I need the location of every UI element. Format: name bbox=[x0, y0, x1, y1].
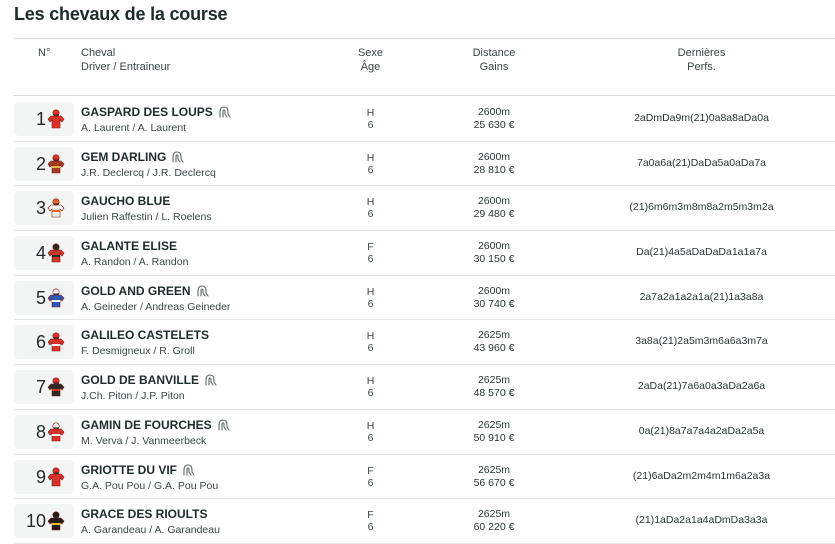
driver-trainer: M. Verva / J. Vanmeerbeck bbox=[81, 434, 207, 447]
runner-distance: 2625m bbox=[477, 329, 511, 342]
table-row[interactable] bbox=[14, 231, 835, 276]
runner-perfs: 7a0a6a(21)DaDa5a0aDa7a bbox=[636, 156, 766, 169]
number-badge bbox=[14, 147, 74, 181]
runner-perfs: (21)1aDa2a1a4aDmDa3a3a bbox=[635, 514, 768, 527]
number-badge bbox=[14, 415, 74, 449]
number-badge bbox=[14, 191, 74, 225]
runner-gains: 29 480 € bbox=[473, 208, 515, 221]
runner-sex: H bbox=[366, 196, 375, 209]
horse-name[interactable]: GASPARD DES LOUPS bbox=[81, 105, 213, 119]
header-perfs-label-1: Dernières bbox=[677, 47, 726, 59]
horseshoe-icon bbox=[182, 464, 196, 476]
header-perfs bbox=[594, 46, 809, 74]
runner-gains: 30 150 € bbox=[473, 253, 515, 266]
runner-gains: 56 670 € bbox=[473, 476, 515, 489]
runner-age: 6 bbox=[367, 342, 374, 355]
red-white-stripe-jersey-icon bbox=[45, 421, 67, 443]
header-sex-label: Sexe bbox=[357, 47, 384, 59]
runner-sex: H bbox=[366, 107, 375, 119]
runner-distance: 2625m bbox=[477, 374, 511, 387]
divider bbox=[14, 95, 835, 96]
runner-gains: 50 910 € bbox=[473, 431, 515, 444]
runner-sex: H bbox=[366, 330, 375, 343]
driver-trainer: A. Geineder / Andreas Geineder bbox=[81, 300, 231, 313]
table-row[interactable] bbox=[14, 142, 835, 187]
runner-age: 6 bbox=[367, 208, 374, 221]
horseshoe-icon bbox=[218, 106, 232, 118]
page-title: Les chevaux de la course bbox=[14, 4, 228, 24]
runner-age: 6 bbox=[367, 297, 374, 310]
runner-distance: 2625m bbox=[477, 418, 511, 431]
runner-sex: F bbox=[367, 464, 374, 477]
header-gains-label: Gains bbox=[479, 61, 509, 73]
runner-number: 2 bbox=[35, 153, 46, 174]
number-badge bbox=[14, 102, 74, 136]
runners-table bbox=[14, 97, 835, 544]
runner-age: 6 bbox=[367, 119, 374, 131]
runner-gains: 30 740 € bbox=[473, 297, 515, 310]
runner-number: 1 bbox=[35, 109, 46, 129]
header-people-label: Driver / Entraineur bbox=[81, 61, 171, 73]
runner-distance: 2625m bbox=[477, 508, 511, 521]
horse-name[interactable]: GAUCHO BLUE bbox=[81, 194, 171, 209]
blue-white-jersey-icon bbox=[45, 287, 67, 309]
runner-sex: F bbox=[367, 509, 374, 522]
white-orange-jersey-icon bbox=[45, 197, 67, 219]
number-badge bbox=[14, 281, 74, 315]
driver-trainer: G.A. Pou Pou / G.A. Pou Pou bbox=[81, 479, 219, 492]
runner-number: 8 bbox=[35, 421, 46, 442]
horse-name[interactable]: GALANTE ELISE bbox=[81, 239, 178, 254]
runner-gains: 43 960 € bbox=[473, 342, 515, 355]
header-distance-label: Distance bbox=[472, 47, 516, 59]
driver-trainer: A. Laurent / A. Laurent bbox=[81, 122, 187, 134]
runner-number: 9 bbox=[35, 466, 46, 487]
number-badge bbox=[14, 504, 74, 538]
runner-number: 4 bbox=[35, 243, 46, 264]
runner-perfs: (21)6m6m3m8m8a2m5m3m2a bbox=[629, 201, 774, 214]
table-row[interactable] bbox=[14, 365, 835, 410]
table-header bbox=[14, 46, 835, 94]
runner-gains: 48 570 € bbox=[473, 387, 515, 400]
runner-age: 6 bbox=[367, 476, 374, 489]
horseshoe-icon bbox=[204, 374, 218, 386]
runner-perfs: 0a(21)8a7a7a4a2aDa2a5a bbox=[638, 424, 765, 437]
horse-name[interactable]: GAMIN DE FOURCHES bbox=[81, 417, 212, 432]
red-white-cross-jersey-icon bbox=[45, 331, 67, 353]
number-badge bbox=[14, 370, 74, 404]
runner-number: 10 bbox=[25, 511, 46, 532]
runner-sex: H bbox=[366, 419, 375, 432]
number-badge bbox=[14, 460, 74, 494]
runner-perfs: 2aDmDa9m(21)0a8a8aDa0a bbox=[634, 112, 769, 124]
horseshoe-icon bbox=[196, 285, 210, 297]
table-row[interactable] bbox=[14, 276, 835, 321]
runner-distance: 2625m bbox=[477, 463, 511, 476]
runner-sex: F bbox=[367, 241, 374, 254]
header-sex bbox=[334, 46, 407, 74]
header-perfs-label-2: Perfs. bbox=[687, 61, 716, 73]
number-badge bbox=[14, 325, 74, 359]
table-row[interactable] bbox=[14, 455, 835, 500]
runner-distance: 2600m bbox=[477, 150, 511, 163]
runner-perfs: 2a7a2a1a2a1a(21)1a3a8a bbox=[639, 290, 764, 303]
horse-name[interactable]: GRACE DES RIOULTS bbox=[81, 507, 208, 522]
runner-gains: 28 810 € bbox=[473, 163, 515, 176]
black-red-jersey-icon bbox=[45, 376, 67, 398]
driver-trainer: A. Randon / A. Randon bbox=[81, 256, 189, 269]
table-row[interactable] bbox=[14, 97, 835, 142]
runner-sex: H bbox=[366, 151, 375, 164]
runner-age: 6 bbox=[367, 431, 374, 444]
runner-number: 7 bbox=[35, 377, 46, 398]
runner-distance: 2600m bbox=[477, 240, 511, 253]
driver-trainer: J.Ch. Piton / J.P. Piton bbox=[81, 390, 185, 403]
runner-age: 6 bbox=[367, 521, 374, 534]
red-black-jersey-icon bbox=[45, 242, 67, 264]
runner-distance: 2600m bbox=[477, 284, 511, 297]
driver-trainer: A. Garandeau / A. Garandeau bbox=[81, 524, 220, 537]
header-num: N° bbox=[38, 47, 51, 59]
runner-perfs: 2aDa(21)7a6a0a3aDa2a6a bbox=[637, 380, 766, 393]
runner-age: 6 bbox=[367, 387, 374, 400]
horseshoe-icon bbox=[217, 419, 231, 431]
horseshoe-icon bbox=[171, 151, 185, 163]
header-age-label: Âge bbox=[360, 61, 381, 73]
red-jersey-icon bbox=[45, 108, 67, 130]
runner-sex: H bbox=[366, 285, 375, 298]
runner-age: 6 bbox=[367, 253, 374, 266]
runner-age: 6 bbox=[367, 163, 374, 176]
runner-distance: 2600m bbox=[477, 106, 511, 118]
driver-trainer: F. Desmigneux / R. Groll bbox=[81, 345, 195, 358]
horse-name[interactable]: GOLD DE BANVILLE bbox=[81, 373, 200, 388]
runner-distance: 2600m bbox=[477, 195, 511, 208]
runner-sex: H bbox=[366, 375, 375, 388]
driver-trainer: J.R. Declercq / J.R. Declercq bbox=[81, 166, 216, 179]
table-row[interactable] bbox=[14, 186, 835, 231]
table-row[interactable] bbox=[14, 320, 835, 365]
runner-number: 5 bbox=[35, 287, 46, 308]
horse-name[interactable]: GEM DARLING bbox=[81, 149, 167, 164]
horse-name[interactable]: GALILEO CASTELETS bbox=[81, 328, 210, 343]
runner-number: 6 bbox=[35, 332, 46, 353]
number-badge bbox=[14, 236, 74, 270]
divider bbox=[14, 38, 835, 39]
driver-trainer: Julien Raffestin / L. Roelens bbox=[81, 211, 212, 224]
runner-perfs: Da(21)4a5aDaDaDa1a1a7a bbox=[636, 246, 767, 259]
brown-red-jersey-icon bbox=[45, 153, 67, 175]
runner-perfs: 3a8a(21)2a5m3m6a6a3m7a bbox=[635, 335, 768, 348]
horse-name[interactable]: GRIOTTE DU VIF bbox=[81, 462, 177, 477]
header-horse-label: Cheval bbox=[81, 47, 116, 59]
header-distance bbox=[454, 46, 534, 74]
header-horse bbox=[81, 46, 170, 74]
black-yellow-jersey-icon bbox=[45, 510, 67, 532]
table-row[interactable] bbox=[14, 410, 835, 455]
table-row[interactable] bbox=[14, 499, 835, 544]
runner-number: 3 bbox=[35, 198, 46, 219]
runner-perfs: (21)6aDa2m2m4m1m6a2a3a bbox=[632, 469, 771, 482]
horse-name[interactable]: GOLD AND GREEN bbox=[81, 283, 191, 298]
red-jersey-icon bbox=[45, 466, 67, 488]
runner-gains: 25 630 € bbox=[473, 119, 515, 131]
runner-gains: 60 220 € bbox=[473, 521, 515, 534]
